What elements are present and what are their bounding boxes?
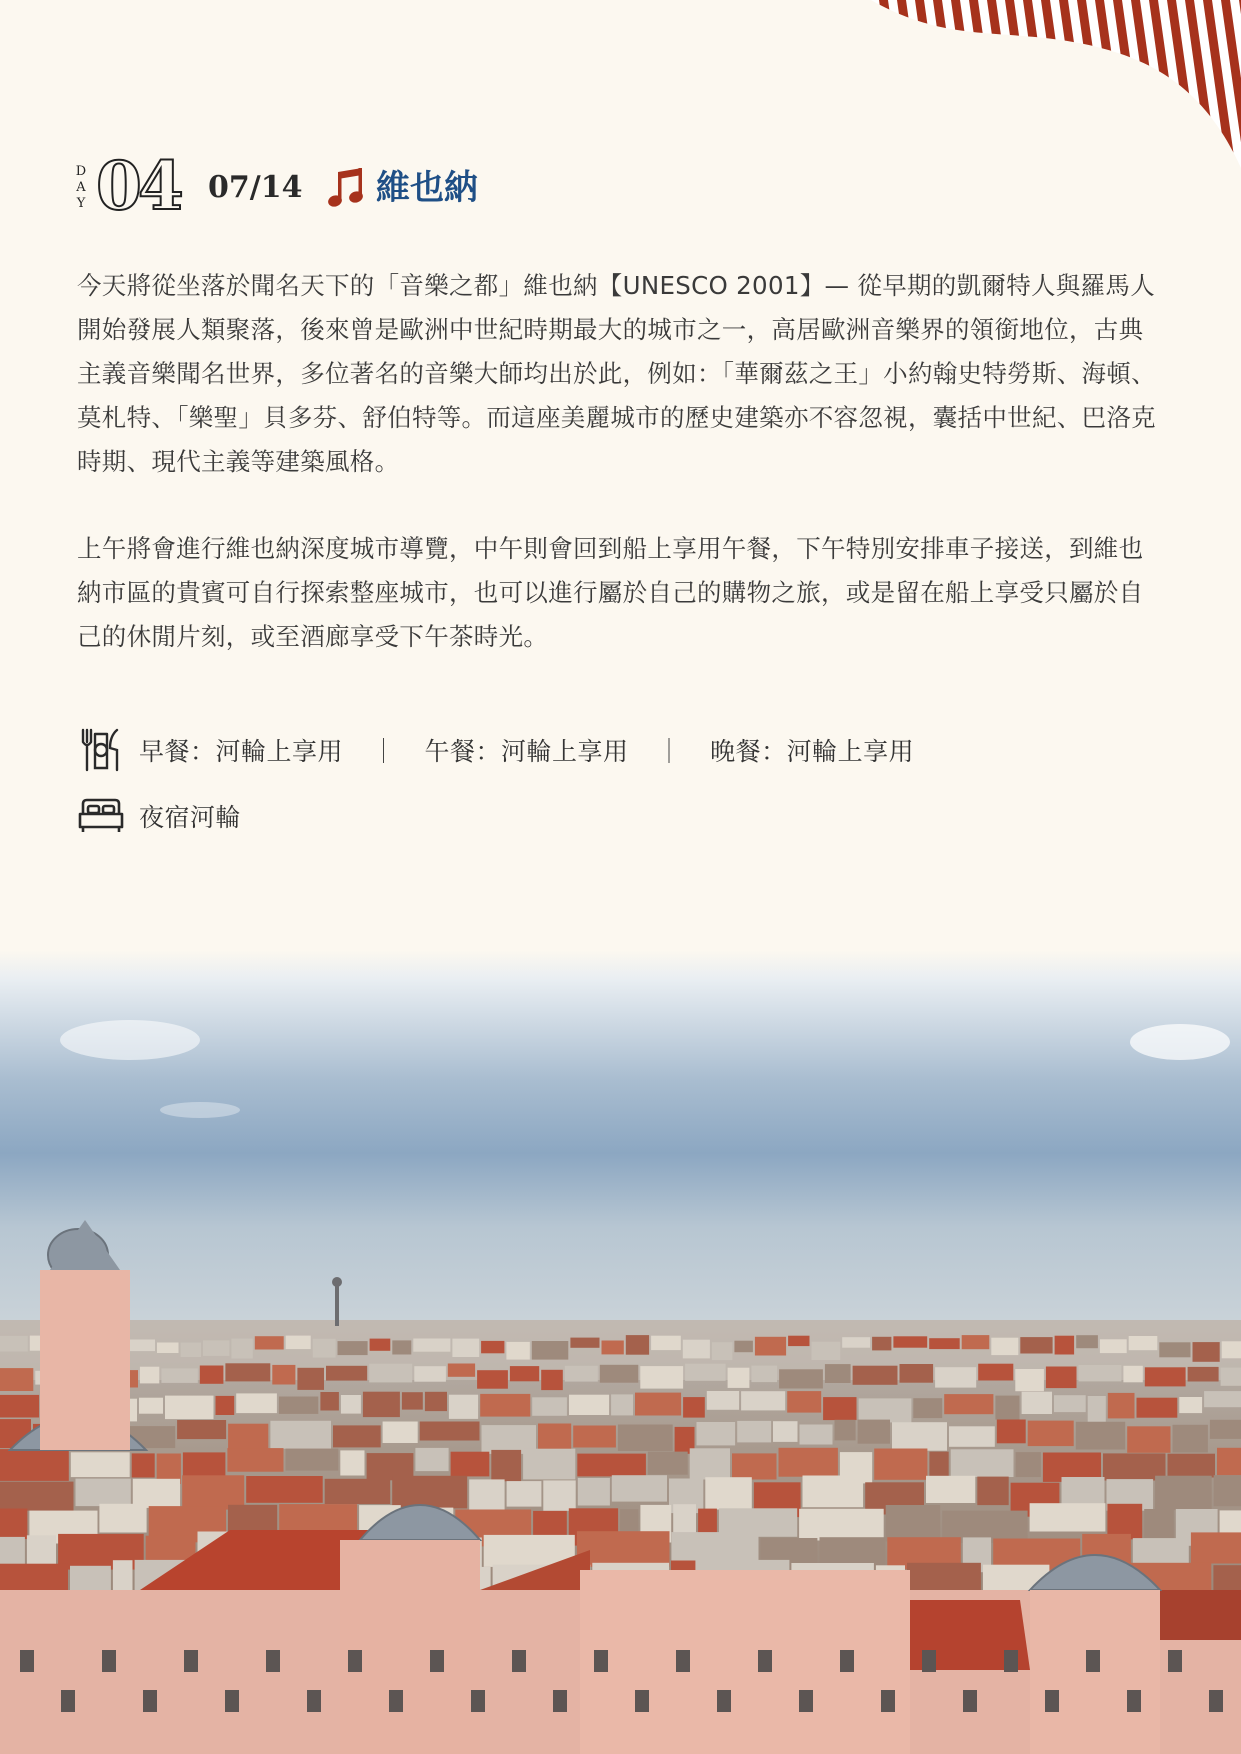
rooftop	[452, 1339, 479, 1357]
building-window	[1168, 1650, 1182, 1672]
rooftop	[577, 1454, 646, 1477]
rooftop	[313, 1339, 336, 1358]
rooftop	[1204, 1391, 1241, 1407]
rooftop	[369, 1364, 412, 1383]
rooftop	[787, 1391, 821, 1413]
rooftop	[392, 1340, 411, 1354]
rooftop	[944, 1394, 993, 1414]
building-window	[594, 1650, 608, 1672]
rooftop	[1079, 1365, 1122, 1381]
rooftop	[182, 1475, 244, 1509]
piano-key	[897, 0, 934, 170]
rooftop	[449, 1395, 478, 1419]
rooftop	[132, 1453, 155, 1477]
rooftop	[578, 1478, 610, 1506]
day-label: D A Y	[75, 164, 87, 211]
rooftop	[800, 1425, 833, 1445]
rooftop	[618, 1425, 673, 1452]
day-number: 04	[96, 147, 180, 225]
rooftop	[1015, 1369, 1044, 1391]
rooftop	[246, 1476, 323, 1503]
rooftop	[140, 1367, 159, 1384]
rooftop	[859, 1398, 912, 1422]
vienna-cityscape-photo	[0, 950, 1241, 1754]
accommodation-row	[77, 792, 241, 840]
rooftop	[858, 1420, 890, 1444]
dining-icon	[77, 728, 125, 772]
building-window	[1209, 1690, 1223, 1712]
rooftop	[949, 1426, 995, 1447]
rooftop	[1076, 1422, 1125, 1450]
piano-keys-decoration	[821, 0, 1241, 170]
rooftop	[728, 1368, 750, 1388]
rooftop	[363, 1392, 400, 1417]
rooftop	[892, 1422, 947, 1451]
building-window	[840, 1650, 854, 1672]
rooftop	[734, 1341, 753, 1353]
rooftop	[741, 1391, 785, 1410]
meal-separator: ｜	[656, 737, 683, 766]
rooftop	[402, 1392, 423, 1409]
breakfast-info: 早餐：河輪上享用	[139, 737, 344, 766]
rooftop	[1210, 1420, 1241, 1439]
rooftop	[340, 1450, 364, 1475]
rooftop	[1193, 1342, 1220, 1362]
rooftop	[732, 1453, 777, 1479]
rooftop	[978, 1364, 1013, 1381]
rooftop	[0, 1509, 27, 1540]
rooftop	[690, 1448, 730, 1479]
dinner-info: 晚餐：河輪上享用	[710, 737, 915, 766]
rooftop	[697, 1422, 736, 1445]
building-window	[307, 1690, 321, 1712]
rooftop	[755, 1337, 786, 1356]
rooftop	[935, 1367, 976, 1387]
rooftop	[200, 1366, 224, 1384]
rooftop	[532, 1397, 567, 1416]
piano-key	[879, 0, 916, 170]
rooftop	[788, 1336, 809, 1346]
rooftop	[803, 1476, 864, 1508]
building-window	[1004, 1650, 1018, 1672]
rooftop	[333, 1425, 381, 1447]
rooftop	[541, 1370, 563, 1390]
rooftop	[425, 1392, 447, 1411]
rooftop	[181, 1343, 201, 1357]
building-window	[225, 1690, 239, 1712]
rooftop	[1179, 1397, 1202, 1413]
building-window	[799, 1690, 813, 1712]
building-window	[389, 1690, 403, 1712]
rooftop	[1016, 1452, 1041, 1477]
rooftop	[297, 1368, 324, 1390]
building-window	[143, 1690, 157, 1712]
rooftop	[611, 1394, 633, 1415]
rooftop	[270, 1421, 331, 1449]
building-window	[471, 1690, 485, 1712]
rooftop	[469, 1479, 504, 1510]
rooftop	[1168, 1454, 1216, 1478]
building-window	[758, 1650, 772, 1672]
rooftop	[414, 1366, 446, 1382]
rooftop	[577, 1531, 670, 1567]
rooftop	[1046, 1367, 1077, 1389]
bed-icon	[77, 794, 125, 838]
lunch-info: 午餐：河輪上享用	[424, 737, 629, 766]
accommodation-text: 夜宿河輪	[139, 803, 242, 832]
rooftop	[648, 1452, 688, 1475]
building-window	[184, 1650, 198, 1672]
rooftop	[1055, 1336, 1075, 1355]
rooftop	[779, 1448, 838, 1477]
rooftop	[685, 1364, 726, 1381]
rooftop	[737, 1421, 771, 1443]
rooftop	[279, 1397, 318, 1414]
building-window	[1045, 1690, 1059, 1712]
rooftop	[1217, 1448, 1241, 1475]
rooftop	[1127, 1426, 1170, 1453]
rooftop	[139, 1398, 163, 1414]
rooftop	[853, 1366, 898, 1385]
rooftop	[1188, 1367, 1219, 1382]
rooftop	[99, 1504, 146, 1533]
building-window	[922, 1650, 936, 1672]
rooftop	[413, 1339, 450, 1352]
rooftop	[272, 1365, 295, 1385]
rooftop	[510, 1366, 539, 1381]
rooftop	[236, 1393, 277, 1413]
rooftop	[543, 1480, 575, 1510]
rooftop	[640, 1366, 683, 1389]
rooftop	[951, 1449, 1014, 1477]
building-window	[1127, 1690, 1141, 1712]
rooftop	[1145, 1367, 1186, 1386]
rooftop	[842, 1337, 870, 1348]
rooftop	[600, 1365, 639, 1383]
rooftop	[1054, 1395, 1086, 1412]
piano-key	[861, 0, 898, 170]
rooftop	[165, 1396, 214, 1420]
rooftop	[962, 1335, 990, 1349]
rooftop	[635, 1393, 681, 1416]
music-note-icon	[326, 166, 366, 210]
rooftop	[1222, 1341, 1241, 1358]
rooftop	[481, 1341, 504, 1353]
rooftop	[997, 1420, 1026, 1444]
rooftop	[929, 1452, 948, 1477]
rooftop	[773, 1421, 798, 1442]
rooftop	[1129, 1336, 1158, 1350]
building-window	[348, 1650, 362, 1672]
rooftop	[420, 1422, 480, 1441]
building-window	[61, 1690, 75, 1712]
rooftop	[231, 1339, 252, 1359]
rooftop	[491, 1450, 521, 1481]
building-window	[1086, 1650, 1100, 1672]
rooftop	[0, 1368, 33, 1391]
rooftop	[76, 1479, 131, 1507]
trip-date: 07/14	[208, 170, 303, 205]
rooftop	[415, 1448, 448, 1471]
city-name: 維也納	[376, 168, 478, 208]
building-window	[635, 1690, 649, 1712]
rooftop	[338, 1341, 368, 1355]
rooftop	[893, 1336, 927, 1347]
intro-paragraph: 今天將從坐落於聞名天下的「音樂之都」維也納【UNESCO 2001】— 從早期的凱爾特人與羅馬人開始發展人類聚落，後來曾是歐洲中世紀時期最大的城市之一，高居歐洲音樂界的領銜地位，古典主義音樂聞名世界，多位著名的音樂大師均出於此，例如：「華爾茲之王」小約翰史特勞斯、海頓、莫札特、「樂聖」貝多芬、舒伯特等。而這座美麗城市的歷史建築亦不容忽視，囊括中世紀、巴洛克時期、現代主義等建築風格。	[77, 271, 1156, 476]
building-window	[717, 1690, 731, 1712]
building-window	[881, 1690, 895, 1712]
rooftop	[255, 1336, 284, 1349]
schedule-paragraph: 上午將會進行維也納深度城市導覽，中午則會回到船上享用午餐，下午特別安排車子接送，到維也納市區的貴賓可自行探索整座城市，也可以進行屬於自己的購物之旅，或是留在船上享受只屬於自己的休閒片刻，或至酒廊享受下午茶時光。	[77, 534, 1144, 651]
rooftop	[977, 1477, 1008, 1506]
rooftop	[370, 1339, 391, 1351]
rooftop	[286, 1449, 339, 1471]
rooftop	[1123, 1366, 1142, 1383]
rooftop	[1076, 1335, 1098, 1348]
rooftop	[325, 1479, 391, 1504]
rooftop	[326, 1366, 367, 1381]
rooftop	[0, 1336, 28, 1352]
rooftop	[506, 1342, 529, 1360]
rooftop	[573, 1426, 616, 1448]
rooftop	[751, 1366, 777, 1383]
building-window	[553, 1690, 567, 1712]
rooftop	[872, 1337, 891, 1351]
rooftop	[570, 1338, 599, 1348]
rooftop	[1022, 1392, 1052, 1414]
rooftop	[538, 1424, 571, 1450]
building-window	[20, 1650, 34, 1672]
rooftop	[177, 1420, 226, 1439]
rooftop	[532, 1341, 569, 1360]
rooftop	[1214, 1475, 1241, 1506]
rooftop	[0, 1482, 74, 1511]
rooftop	[523, 1449, 575, 1480]
rooftop	[673, 1504, 696, 1534]
rooftop	[886, 1505, 941, 1541]
meals-row	[77, 726, 914, 774]
rooftop	[383, 1422, 418, 1444]
meal-separator: ｜	[371, 737, 397, 766]
building-window	[102, 1650, 116, 1672]
rooftop	[995, 1396, 1019, 1420]
rooftop	[683, 1397, 705, 1418]
rooftop	[1020, 1337, 1052, 1353]
rooftop	[779, 1369, 823, 1388]
rooftop	[651, 1336, 681, 1350]
rooftop	[929, 1338, 960, 1349]
rooftop	[71, 1452, 130, 1477]
rooftop	[216, 1396, 235, 1415]
rooftop	[203, 1340, 229, 1356]
rooftop	[1088, 1396, 1106, 1422]
rooftop	[451, 1452, 490, 1477]
rooftop	[227, 1448, 283, 1472]
rooftop	[569, 1395, 609, 1415]
rooftop	[1221, 1368, 1241, 1386]
rooftop	[507, 1481, 542, 1507]
rooftop	[1030, 1503, 1106, 1531]
rooftop	[1100, 1339, 1127, 1353]
rooftop	[991, 1338, 1018, 1355]
rooftop	[161, 1368, 197, 1383]
rooftop	[612, 1475, 667, 1501]
rooftop	[286, 1336, 311, 1350]
building-window	[512, 1650, 526, 1672]
rooftop	[477, 1370, 508, 1389]
rooftop	[602, 1341, 624, 1355]
rooftop	[705, 1477, 752, 1509]
rooftop	[712, 1342, 733, 1360]
rooftop	[926, 1476, 975, 1503]
rooftop	[626, 1335, 649, 1355]
rooftop	[812, 1342, 841, 1360]
rooftop	[825, 1364, 851, 1383]
rooftop	[1137, 1398, 1178, 1418]
rooftop	[1173, 1425, 1208, 1453]
rooftop	[913, 1398, 942, 1418]
rooftop	[707, 1391, 739, 1410]
rooftop	[1028, 1421, 1074, 1447]
rooftop	[565, 1366, 598, 1382]
rooftop	[683, 1340, 710, 1359]
rooftop	[1062, 1477, 1105, 1507]
rooftop	[157, 1343, 179, 1354]
rooftop	[1108, 1393, 1135, 1419]
rooftop	[480, 1394, 530, 1417]
building-window	[676, 1650, 690, 1672]
rooftop	[874, 1449, 927, 1480]
building-window	[266, 1650, 280, 1672]
rooftop	[0, 1395, 39, 1418]
cityscape-illustration	[0, 950, 1241, 1754]
rooftop	[823, 1397, 856, 1420]
rooftop	[900, 1364, 934, 1383]
rooftop	[1155, 1476, 1212, 1510]
rooftop	[835, 1420, 856, 1441]
rooftop	[228, 1424, 268, 1451]
rooftop	[133, 1479, 180, 1508]
building-window	[963, 1690, 977, 1712]
rooftop	[320, 1392, 339, 1411]
rooftop	[225, 1363, 270, 1381]
rooftop	[392, 1476, 467, 1509]
building-window	[430, 1650, 444, 1672]
rooftop	[341, 1395, 361, 1414]
rooftop	[0, 1449, 69, 1481]
rooftop	[448, 1364, 475, 1377]
rooftop	[1191, 1532, 1241, 1563]
rooftop	[1159, 1342, 1190, 1357]
rooftop	[799, 1509, 884, 1541]
